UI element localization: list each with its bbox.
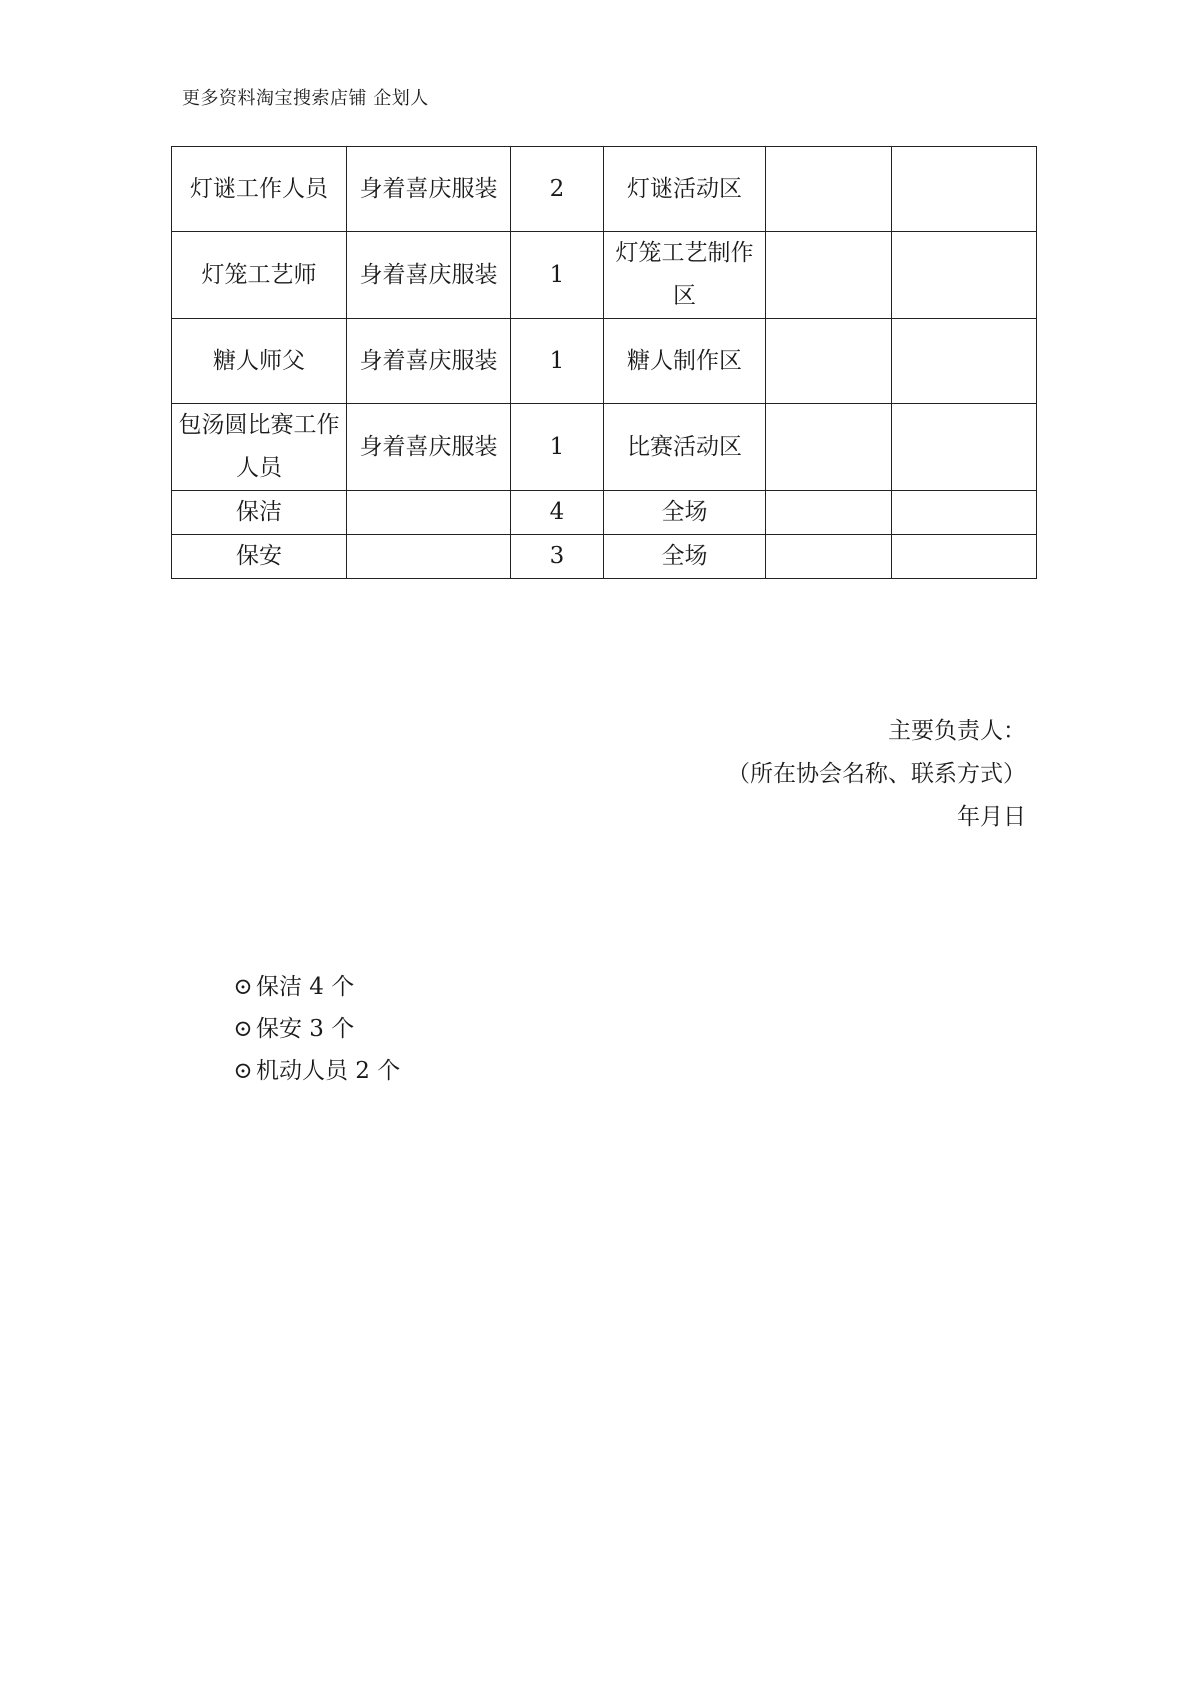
- area-cell: 全场: [604, 535, 766, 579]
- org-contact-note: （所在协会名称、联系方式）: [727, 761, 1026, 787]
- empty-cell: [766, 147, 892, 232]
- empty-cell: [892, 232, 1037, 319]
- date-line: 年月日: [957, 804, 1026, 830]
- count-cell: 3: [511, 535, 604, 579]
- empty-cell: [766, 232, 892, 319]
- attire-cell: 身着喜庆服装: [347, 147, 511, 232]
- empty-cell: [892, 319, 1037, 404]
- count-cell: 1: [511, 319, 604, 404]
- count-cell: 1: [511, 404, 604, 491]
- list-item: [232, 1008, 400, 1050]
- attire-cell: 身着喜庆服装: [347, 319, 511, 404]
- area-cell: 灯笼工艺制作区: [604, 232, 766, 319]
- table-row: [172, 232, 1037, 319]
- list-item-text: 机动人员 2 个: [256, 1058, 401, 1084]
- list-item: [232, 966, 400, 1008]
- circled-dot-icon: ⊙: [233, 1058, 253, 1084]
- table-row: [172, 535, 1037, 579]
- role-cell: 灯笼工艺师: [172, 232, 347, 319]
- attire-cell: 身着喜庆服装: [347, 404, 511, 491]
- role-cell: 保洁: [172, 491, 347, 535]
- staff-summary-list: [232, 966, 400, 1092]
- empty-cell: [766, 404, 892, 491]
- list-item-text: 保洁 4 个: [256, 974, 355, 1000]
- circled-dot-icon: ⊙: [233, 1016, 253, 1042]
- header-note: 更多资料淘宝搜索店铺 企划人: [182, 88, 429, 109]
- responsible-person-label: 主要负责人：: [888, 718, 1026, 744]
- attire-cell: [347, 491, 511, 535]
- area-cell: 糖人制作区: [604, 319, 766, 404]
- circled-dot-icon: ⊙: [233, 974, 253, 1000]
- area-cell: 全场: [604, 491, 766, 535]
- signoff-block: [727, 710, 1026, 839]
- table-row: [172, 319, 1037, 404]
- empty-cell: [892, 491, 1037, 535]
- empty-cell: [766, 319, 892, 404]
- empty-cell: [766, 535, 892, 579]
- empty-cell: [892, 404, 1037, 491]
- count-cell: 1: [511, 232, 604, 319]
- role-cell: 包汤圆比赛工作人员: [172, 404, 347, 491]
- role-cell: 糖人师父: [172, 319, 347, 404]
- list-item-text: 保安 3 个: [256, 1016, 355, 1042]
- empty-cell: [892, 535, 1037, 579]
- table-row: [172, 491, 1037, 535]
- empty-cell: [892, 147, 1037, 232]
- attire-cell: [347, 535, 511, 579]
- count-cell: 4: [511, 491, 604, 535]
- area-cell: 灯谜活动区: [604, 147, 766, 232]
- empty-cell: [766, 491, 892, 535]
- table-row: [172, 147, 1037, 232]
- role-cell: 保安: [172, 535, 347, 579]
- table-row: [172, 404, 1037, 491]
- count-cell: 2: [511, 147, 604, 232]
- area-cell: 比赛活动区: [604, 404, 766, 491]
- attire-cell: 身着喜庆服装: [347, 232, 511, 319]
- staff-table: [171, 146, 1037, 579]
- role-cell: 灯谜工作人员: [172, 147, 347, 232]
- list-item: [232, 1050, 400, 1092]
